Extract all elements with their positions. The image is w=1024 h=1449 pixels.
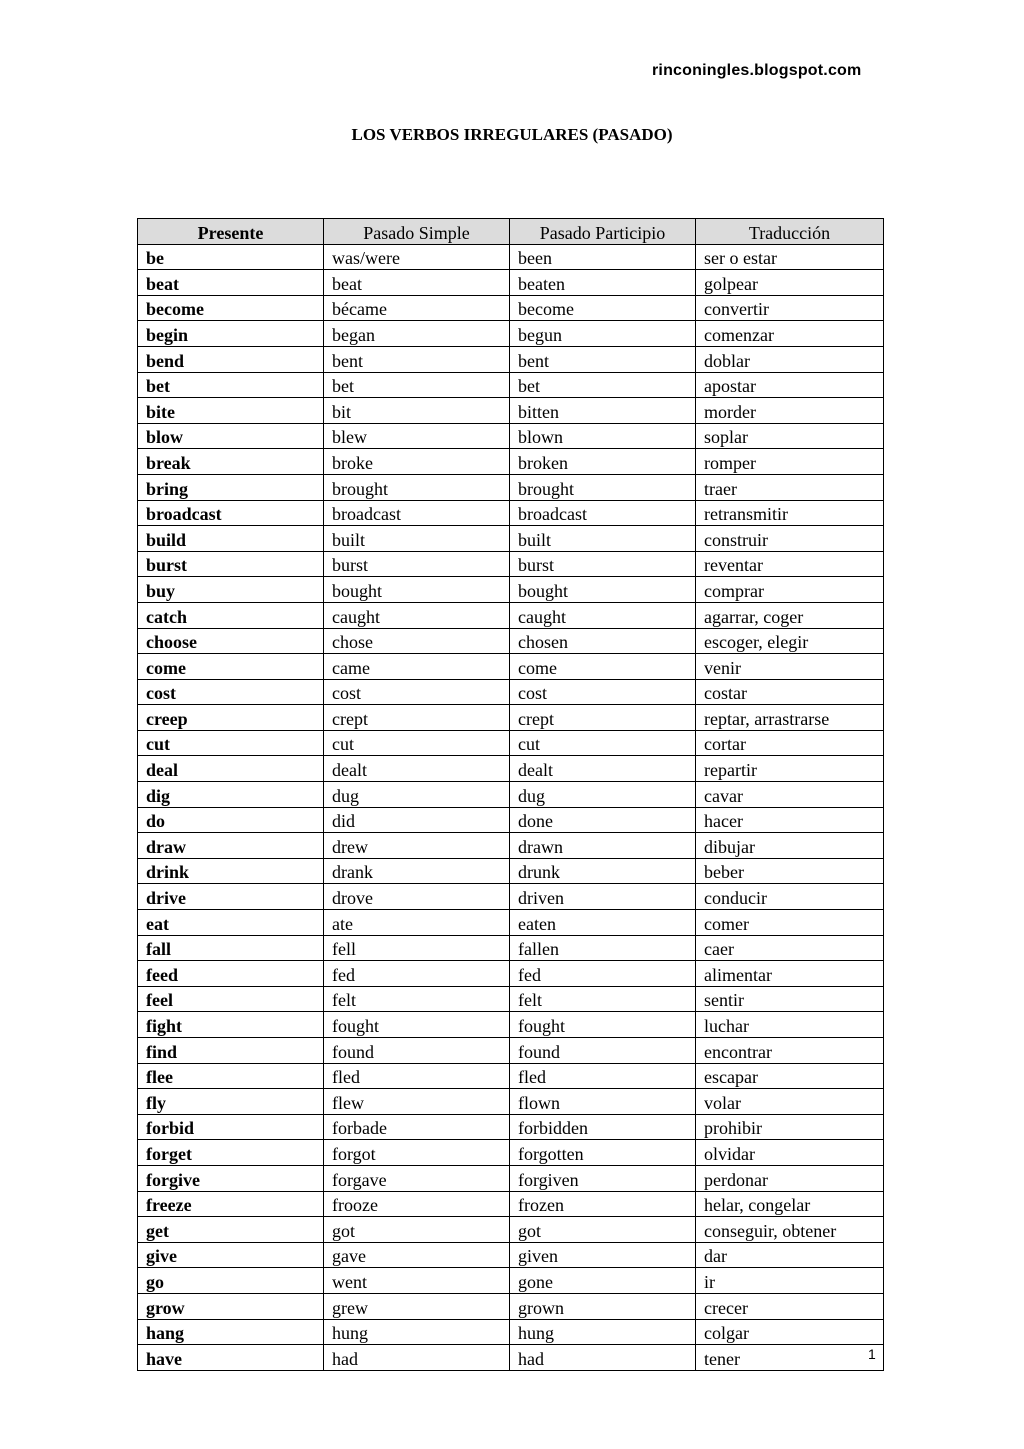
cell-presente: do: [138, 807, 324, 833]
cell-pasado-simple: forbade: [324, 1114, 510, 1140]
cell-pasado-participio: gone: [510, 1268, 696, 1294]
column-header-traduccion: Traducción: [696, 219, 884, 245]
table-row: [138, 602, 884, 628]
cell-pasado-simple: broke: [324, 449, 510, 475]
cell-pasado-simple: chose: [324, 628, 510, 654]
cell-traduccion: volar: [696, 1089, 884, 1115]
cell-presente: buy: [138, 577, 324, 603]
cell-pasado-simple: came: [324, 654, 510, 680]
table-row: [138, 628, 884, 654]
cell-pasado-participio: got: [510, 1217, 696, 1243]
cell-pasado-simple: frooze: [324, 1191, 510, 1217]
table-row: [138, 935, 884, 961]
cell-traduccion: ser o estar: [696, 244, 884, 270]
cell-pasado-participio: beaten: [510, 270, 696, 296]
cell-pasado-participio: frozen: [510, 1191, 696, 1217]
page-title: LOS VERBOS IRREGULARES (PASADO): [351, 125, 673, 144]
cell-presente: forbid: [138, 1114, 324, 1140]
cell-pasado-simple: began: [324, 321, 510, 347]
cell-pasado-participio: bitten: [510, 398, 696, 424]
cell-traduccion: encontrar: [696, 1038, 884, 1064]
cell-pasado-simple: found: [324, 1038, 510, 1064]
cell-traduccion: agarrar, coger: [696, 602, 884, 628]
cell-presente: feed: [138, 961, 324, 987]
cell-presente: get: [138, 1217, 324, 1243]
cell-pasado-participio: given: [510, 1242, 696, 1268]
cell-traduccion: conseguir, obtener: [696, 1217, 884, 1243]
cell-pasado-simple: beat: [324, 270, 510, 296]
table-row: [138, 1191, 884, 1217]
cell-pasado-participio: drunk: [510, 858, 696, 884]
cell-traduccion: costar: [696, 679, 884, 705]
column-header-pasado-participio: Pasado Participio: [510, 219, 696, 245]
cell-presente: become: [138, 295, 324, 321]
cell-traduccion: venir: [696, 654, 884, 680]
cell-pasado-simple: fell: [324, 935, 510, 961]
cell-traduccion: cavar: [696, 782, 884, 808]
cell-presente: dig: [138, 782, 324, 808]
cell-traduccion: repartir: [696, 756, 884, 782]
cell-traduccion: alimentar: [696, 961, 884, 987]
column-header-pasado-simple: Pasado Simple: [324, 219, 510, 245]
table-row: [138, 961, 884, 987]
table-row: [138, 321, 884, 347]
cell-pasado-participio: bought: [510, 577, 696, 603]
table-header-row: [138, 219, 884, 245]
table-row: [138, 1165, 884, 1191]
cell-presente: hang: [138, 1319, 324, 1345]
cell-pasado-participio: forgiven: [510, 1165, 696, 1191]
table-row: [138, 1012, 884, 1038]
cell-pasado-participio: broadcast: [510, 500, 696, 526]
cell-pasado-simple: got: [324, 1217, 510, 1243]
table-row: [138, 1345, 884, 1371]
cell-pasado-simple: dealt: [324, 756, 510, 782]
cell-traduccion: conducir: [696, 884, 884, 910]
cell-pasado-participio: become: [510, 295, 696, 321]
cell-pasado-simple: felt: [324, 986, 510, 1012]
table-row: [138, 884, 884, 910]
cell-traduccion: crecer: [696, 1293, 884, 1319]
cell-traduccion: traer: [696, 474, 884, 500]
cell-pasado-simple: caught: [324, 602, 510, 628]
cell-presente: burst: [138, 551, 324, 577]
table-row: [138, 449, 884, 475]
cell-pasado-participio: done: [510, 807, 696, 833]
cell-pasado-participio: crept: [510, 705, 696, 731]
cell-traduccion: dar: [696, 1242, 884, 1268]
table-row: [138, 526, 884, 552]
cell-traduccion: comenzar: [696, 321, 884, 347]
table-row: [138, 474, 884, 500]
table-row: [138, 551, 884, 577]
cell-traduccion: comprar: [696, 577, 884, 603]
cell-pasado-participio: fallen: [510, 935, 696, 961]
cell-pasado-simple: went: [324, 1268, 510, 1294]
cell-presente: freeze: [138, 1191, 324, 1217]
cell-pasado-simple: bought: [324, 577, 510, 603]
cell-pasado-simple: bet: [324, 372, 510, 398]
table-row: [138, 1319, 884, 1345]
cell-presente: break: [138, 449, 324, 475]
cell-pasado-participio: found: [510, 1038, 696, 1064]
cell-presente: deal: [138, 756, 324, 782]
site-url: rinconingles.blogspot.com: [652, 62, 862, 79]
cell-pasado-simple: fought: [324, 1012, 510, 1038]
cell-traduccion: romper: [696, 449, 884, 475]
cell-presente: draw: [138, 833, 324, 859]
cell-pasado-simple: crept: [324, 705, 510, 731]
cell-pasado-simple: dug: [324, 782, 510, 808]
table-row: [138, 244, 884, 270]
table-row: [138, 577, 884, 603]
cell-pasado-simple: was/were: [324, 244, 510, 270]
cell-pasado-participio: caught: [510, 602, 696, 628]
cell-traduccion: cortar: [696, 730, 884, 756]
table-row: [138, 1242, 884, 1268]
cell-pasado-participio: brought: [510, 474, 696, 500]
cell-presente: creep: [138, 705, 324, 731]
cell-traduccion: colgar: [696, 1319, 884, 1345]
table-row: [138, 730, 884, 756]
cell-pasado-simple: brought: [324, 474, 510, 500]
cell-pasado-simple: cost: [324, 679, 510, 705]
cell-traduccion: caer: [696, 935, 884, 961]
cell-pasado-participio: bent: [510, 346, 696, 372]
cell-pasado-simple: forgave: [324, 1165, 510, 1191]
cell-pasado-participio: dealt: [510, 756, 696, 782]
table-row: [138, 1089, 884, 1115]
cell-traduccion: luchar: [696, 1012, 884, 1038]
cell-presente: blow: [138, 423, 324, 449]
cell-presente: cost: [138, 679, 324, 705]
cell-presente: come: [138, 654, 324, 680]
cell-presente: fight: [138, 1012, 324, 1038]
cell-pasado-simple: bent: [324, 346, 510, 372]
cell-pasado-participio: felt: [510, 986, 696, 1012]
cell-pasado-participio: driven: [510, 884, 696, 910]
cell-traduccion: escoger, elegir: [696, 628, 884, 654]
column-header-presente: Presente: [138, 219, 324, 245]
table-row: [138, 705, 884, 731]
cell-pasado-participio: fed: [510, 961, 696, 987]
cell-traduccion: sentir: [696, 986, 884, 1012]
cell-traduccion: morder: [696, 398, 884, 424]
cell-pasado-simple: ate: [324, 910, 510, 936]
cell-presente: go: [138, 1268, 324, 1294]
cell-presente: grow: [138, 1293, 324, 1319]
cell-traduccion: retransmitir: [696, 500, 884, 526]
cell-pasado-simple: bécame: [324, 295, 510, 321]
table-row: [138, 1293, 884, 1319]
cell-traduccion: perdonar: [696, 1165, 884, 1191]
cell-presente: bet: [138, 372, 324, 398]
cell-traduccion: reventar: [696, 551, 884, 577]
cell-pasado-participio: bet: [510, 372, 696, 398]
cell-traduccion: prohibir: [696, 1114, 884, 1140]
cell-pasado-participio: forbidden: [510, 1114, 696, 1140]
cell-pasado-participio: dug: [510, 782, 696, 808]
cell-pasado-participio: flown: [510, 1089, 696, 1115]
cell-pasado-participio: forgotten: [510, 1140, 696, 1166]
cell-pasado-simple: gave: [324, 1242, 510, 1268]
cell-traduccion: convertir: [696, 295, 884, 321]
table-row: [138, 1140, 884, 1166]
table-row: [138, 679, 884, 705]
table-row: [138, 1217, 884, 1243]
cell-presente: find: [138, 1038, 324, 1064]
cell-presente: forgive: [138, 1165, 324, 1191]
cell-presente: drink: [138, 858, 324, 884]
cell-presente: catch: [138, 602, 324, 628]
cell-presente: fly: [138, 1089, 324, 1115]
cell-presente: give: [138, 1242, 324, 1268]
table-row: [138, 807, 884, 833]
cell-pasado-simple: forgot: [324, 1140, 510, 1166]
cell-pasado-participio: cut: [510, 730, 696, 756]
page-number: 1: [868, 1346, 876, 1362]
table-row: [138, 270, 884, 296]
cell-pasado-simple: had: [324, 1345, 510, 1371]
cell-presente: broadcast: [138, 500, 324, 526]
cell-pasado-participio: fought: [510, 1012, 696, 1038]
cell-presente: begin: [138, 321, 324, 347]
cell-pasado-simple: fled: [324, 1063, 510, 1089]
cell-pasado-simple: drank: [324, 858, 510, 884]
cell-pasado-simple: hung: [324, 1319, 510, 1345]
cell-pasado-participio: come: [510, 654, 696, 680]
cell-presente: beat: [138, 270, 324, 296]
cell-pasado-simple: blew: [324, 423, 510, 449]
cell-traduccion: dibujar: [696, 833, 884, 859]
table-row: [138, 1063, 884, 1089]
table-row: [138, 1114, 884, 1140]
cell-traduccion: doblar: [696, 346, 884, 372]
cell-traduccion: comer: [696, 910, 884, 936]
cell-pasado-simple: grew: [324, 1293, 510, 1319]
cell-traduccion: helar, congelar: [696, 1191, 884, 1217]
table-row: [138, 782, 884, 808]
table-row: [138, 372, 884, 398]
cell-pasado-participio: fled: [510, 1063, 696, 1089]
cell-traduccion: tener: [696, 1345, 884, 1371]
cell-pasado-simple: burst: [324, 551, 510, 577]
cell-presente: fall: [138, 935, 324, 961]
cell-traduccion: construir: [696, 526, 884, 552]
cell-presente: eat: [138, 910, 324, 936]
cell-pasado-simple: built: [324, 526, 510, 552]
table-row: [138, 500, 884, 526]
table-row: [138, 833, 884, 859]
table-row: [138, 910, 884, 936]
table-row: [138, 346, 884, 372]
cell-traduccion: reptar, arrastrarse: [696, 705, 884, 731]
table-row: [138, 986, 884, 1012]
cell-pasado-participio: had: [510, 1345, 696, 1371]
cell-traduccion: escapar: [696, 1063, 884, 1089]
cell-pasado-participio: chosen: [510, 628, 696, 654]
cell-pasado-participio: blown: [510, 423, 696, 449]
cell-pasado-participio: cost: [510, 679, 696, 705]
cell-pasado-participio: broken: [510, 449, 696, 475]
cell-presente: feel: [138, 986, 324, 1012]
table-body: [138, 244, 884, 1370]
table-row: [138, 1038, 884, 1064]
cell-presente: forget: [138, 1140, 324, 1166]
irregular-verbs-table: [137, 218, 884, 1371]
cell-presente: build: [138, 526, 324, 552]
cell-pasado-participio: begun: [510, 321, 696, 347]
cell-presente: flee: [138, 1063, 324, 1089]
cell-pasado-participio: drawn: [510, 833, 696, 859]
cell-traduccion: golpear: [696, 270, 884, 296]
cell-traduccion: hacer: [696, 807, 884, 833]
cell-pasado-simple: drove: [324, 884, 510, 910]
cell-pasado-participio: burst: [510, 551, 696, 577]
cell-pasado-simple: flew: [324, 1089, 510, 1115]
cell-presente: be: [138, 244, 324, 270]
cell-pasado-participio: grown: [510, 1293, 696, 1319]
cell-pasado-simple: cut: [324, 730, 510, 756]
cell-presente: bite: [138, 398, 324, 424]
table-row: [138, 654, 884, 680]
cell-pasado-simple: did: [324, 807, 510, 833]
cell-traduccion: soplar: [696, 423, 884, 449]
cell-pasado-participio: built: [510, 526, 696, 552]
cell-pasado-simple: bit: [324, 398, 510, 424]
table-row: [138, 756, 884, 782]
cell-presente: bend: [138, 346, 324, 372]
cell-presente: have: [138, 1345, 324, 1371]
cell-pasado-participio: eaten: [510, 910, 696, 936]
table-row: [138, 423, 884, 449]
cell-pasado-simple: broadcast: [324, 500, 510, 526]
table-row: [138, 295, 884, 321]
table-row: [138, 1268, 884, 1294]
cell-presente: cut: [138, 730, 324, 756]
cell-traduccion: ir: [696, 1268, 884, 1294]
cell-pasado-simple: fed: [324, 961, 510, 987]
cell-presente: choose: [138, 628, 324, 654]
cell-presente: bring: [138, 474, 324, 500]
cell-pasado-participio: hung: [510, 1319, 696, 1345]
cell-traduccion: olvidar: [696, 1140, 884, 1166]
cell-traduccion: beber: [696, 858, 884, 884]
cell-pasado-participio: been: [510, 244, 696, 270]
cell-traduccion: apostar: [696, 372, 884, 398]
table-row: [138, 858, 884, 884]
cell-pasado-simple: drew: [324, 833, 510, 859]
cell-presente: drive: [138, 884, 324, 910]
table-row: [138, 398, 884, 424]
